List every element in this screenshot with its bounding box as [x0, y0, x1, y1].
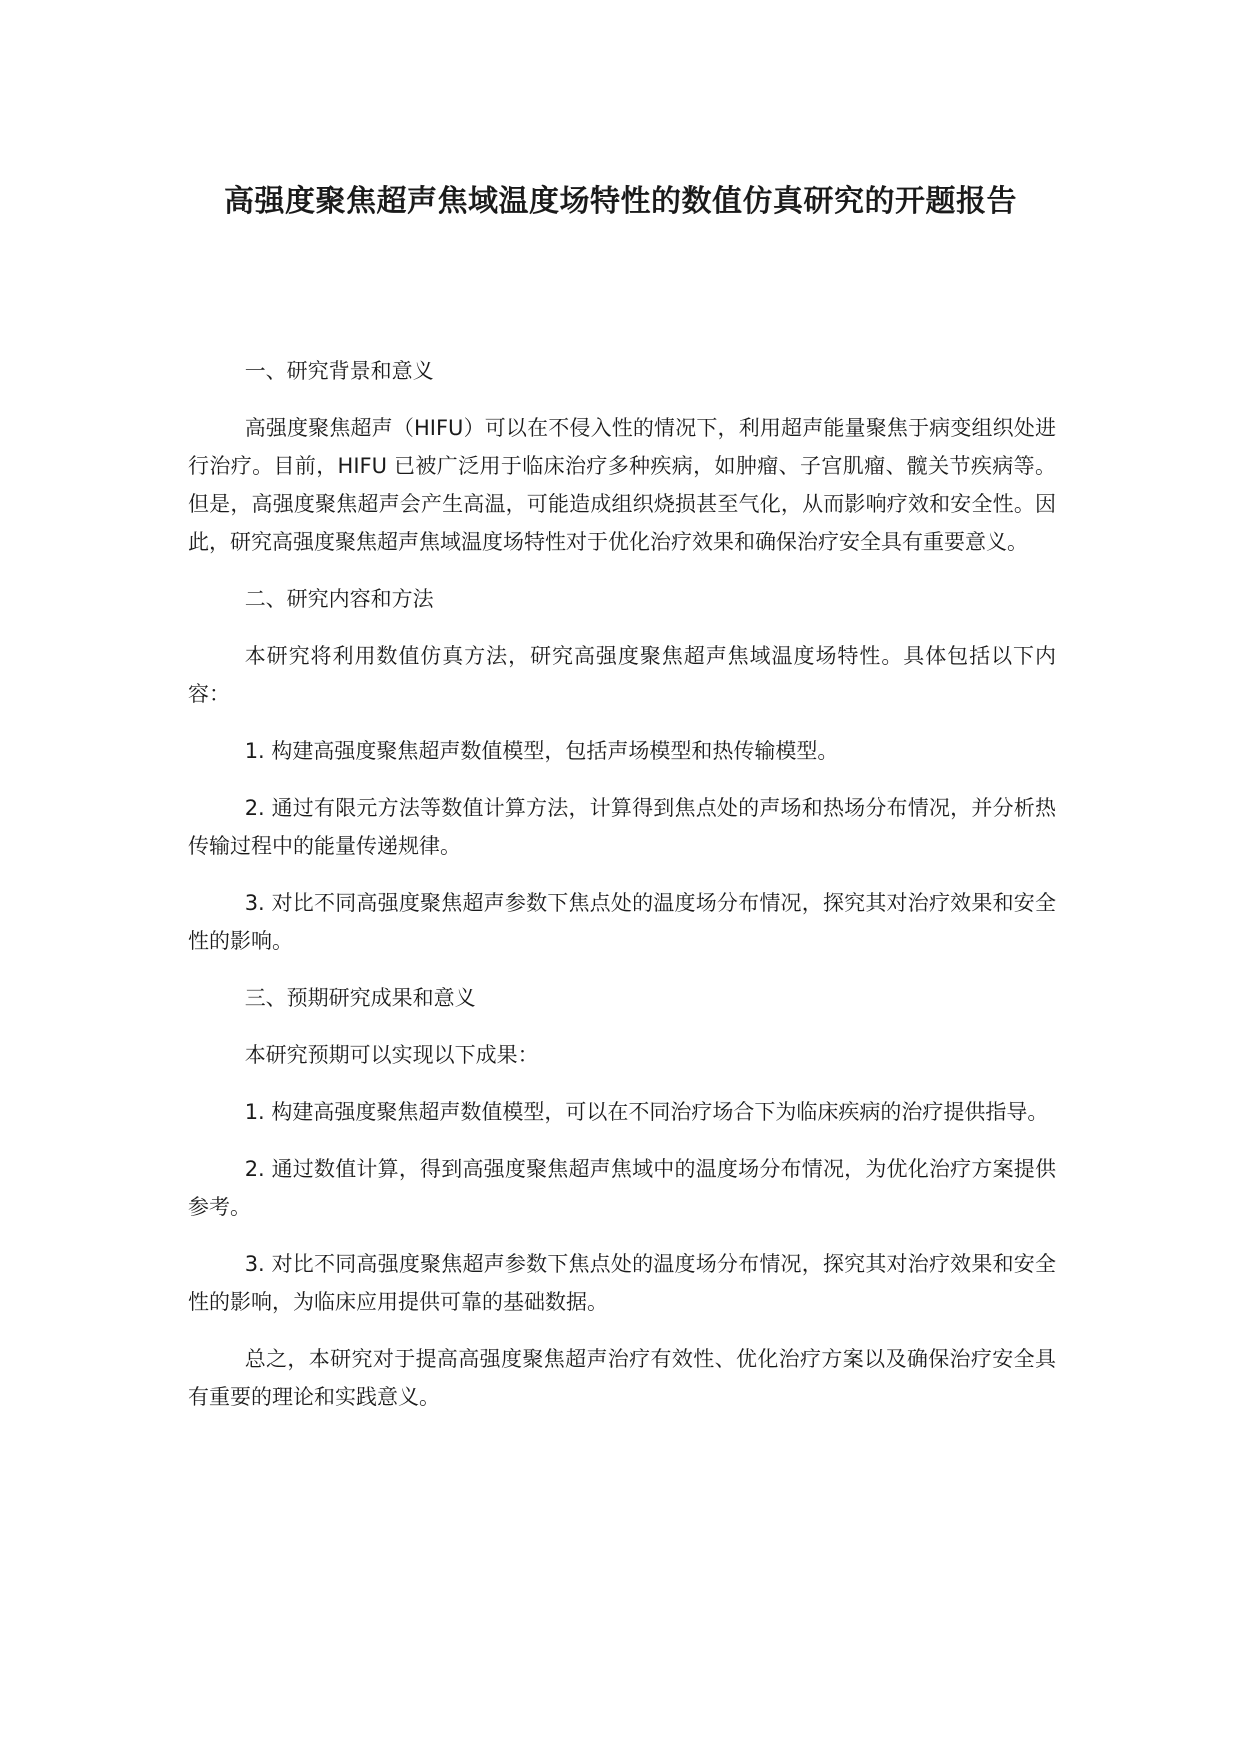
paragraph-background: 高强度聚焦超声（HIFU）可以在不侵入性的情况下，利用超声能量聚焦于病变组织处进行治疗。目前，HIFU 已被广泛用于临床治疗多种疾病，如肿瘤、子宫肌瘤、髋关节疾病等。但是，高强度聚焦超声会产生高温，可能造成组织烧损甚至气化，从而影响疗效和安全性。因此，研究高强度聚焦超声焦域温度场特性对于优化治疗效果和确保治疗安全具有重要意义。 [188, 416, 1056, 554]
paragraph-content-intro: 本研究将利用数值仿真方法，研究高强度聚焦超声焦域温度场特性。具体包括以下内容： [188, 644, 1056, 706]
list-item-content-2: 2. 通过有限元方法等数值计算方法，计算得到焦点处的声场和热场分布情况，并分析热传输过程中的能量传递规律。 [188, 796, 1056, 858]
list-item-content-1: 1. 构建高强度聚焦超声数值模型，包括声场模型和热传输模型。 [244, 739, 839, 763]
section-heading-background: 一、研究背景和意义 [244, 359, 434, 383]
section-heading-expected-results: 三、预期研究成果和意义 [244, 986, 476, 1010]
paragraph-results-intro: 本研究预期可以实现以下成果： [244, 1043, 539, 1067]
list-item-content-3: 3. 对比不同高强度聚焦超声参数下焦点处的温度场分布情况，探究其对治疗效果和安全性的影响。 [188, 891, 1056, 953]
list-item-result-1: 1. 构建高强度聚焦超声数值模型，可以在不同治疗场合下为临床疾病的治疗提供指导。 [244, 1100, 1049, 1124]
section-heading-content-methods: 二、研究内容和方法 [244, 587, 434, 611]
paragraph-conclusion: 总之，本研究对于提高高强度聚焦超声治疗有效性、优化治疗方案以及确保治疗安全具有重要的理论和实践意义。 [188, 1347, 1056, 1409]
document-body [188, 352, 1056, 1435]
list-item-result-2: 2. 通过数值计算，得到高强度聚焦超声焦域中的温度场分布情况，为优化治疗方案提供参考。 [188, 1157, 1056, 1219]
document-title: 高强度聚焦超声焦域温度场特性的数值仿真研究的开题报告 [224, 184, 1017, 219]
list-item-result-3: 3. 对比不同高强度聚焦超声参数下焦点处的温度场分布情况，探究其对治疗效果和安全性的影响，为临床应用提供可靠的基础数据。 [188, 1252, 1056, 1314]
